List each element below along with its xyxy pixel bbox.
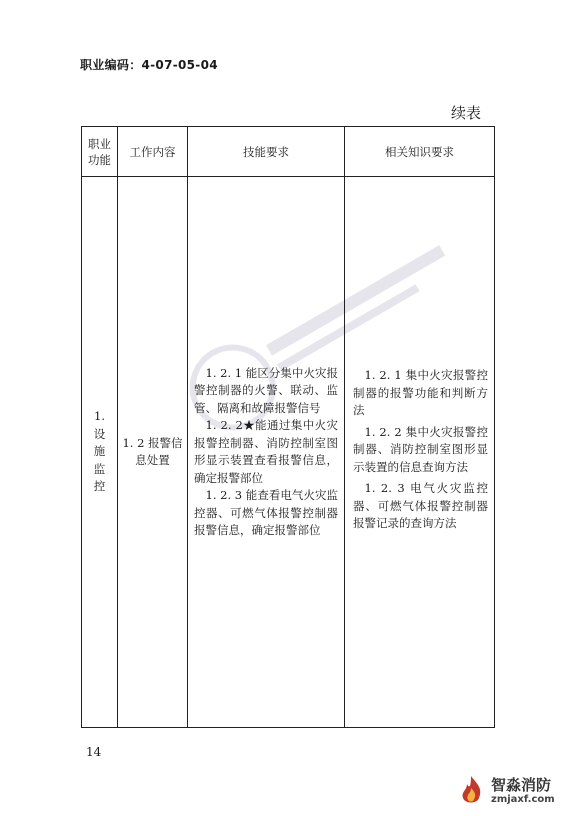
header-skill-requirements: 技能要求	[188, 127, 345, 177]
skills-cell	[188, 177, 345, 728]
header-function-line1: 职业	[88, 136, 111, 151]
continued-table-label: 续表	[451, 104, 482, 122]
table-row	[82, 177, 495, 728]
knowledge-cell	[345, 177, 495, 728]
knowledge-item: 1. 2. 2 集中火灾报警控制器、消防控制室图形显示装置的信息查询方法	[353, 424, 488, 474]
function-line: 设	[93, 426, 106, 441]
logo-url: zmjaxf.com	[491, 794, 555, 805]
function-line: 1.	[94, 409, 105, 424]
function-line: 施	[93, 444, 106, 459]
header-knowledge-requirements: 相关知识要求	[345, 127, 495, 177]
knowledge-item: 1. 2. 1 集中火灾报警控制器的报警功能和判断方法	[353, 368, 488, 418]
function-cell	[82, 177, 118, 728]
flame-logo-icon	[455, 774, 487, 808]
page-number: 14	[86, 745, 102, 759]
skill-item: 1. 2. 1 能区分集中火灾报警控制器的火警、联动、监管、隔离和故障报警信号	[194, 365, 338, 415]
table-header-row	[82, 127, 495, 177]
header-function	[82, 127, 118, 177]
occupation-code: 职业编码：4-07-05-04	[80, 58, 218, 72]
skill-item: 1. 2. 2★能通过集中火灾报警控制器、消防控制室图形显示装置查看报警信息，确定报警部位	[194, 418, 338, 485]
skills-table	[81, 126, 495, 728]
knowledge-item: 1. 2. 3 电气火灾监控器、可燃气体报警控制器报警记录的查询方法	[353, 481, 488, 531]
work-content-cell: 1. 2 报警信息处置	[118, 177, 188, 728]
logo-name: 智淼消防	[491, 776, 552, 794]
skill-item: 1. 2. 3 能查看电气火灾监控器、可燃气体报警控制器报警信息，确定报警部位	[194, 488, 338, 537]
site-logo	[455, 770, 575, 812]
header-work-content: 工作内容	[118, 127, 188, 177]
function-line: 控	[93, 479, 106, 494]
header-function-line2: 功能	[88, 152, 111, 167]
function-line: 监	[93, 461, 106, 476]
